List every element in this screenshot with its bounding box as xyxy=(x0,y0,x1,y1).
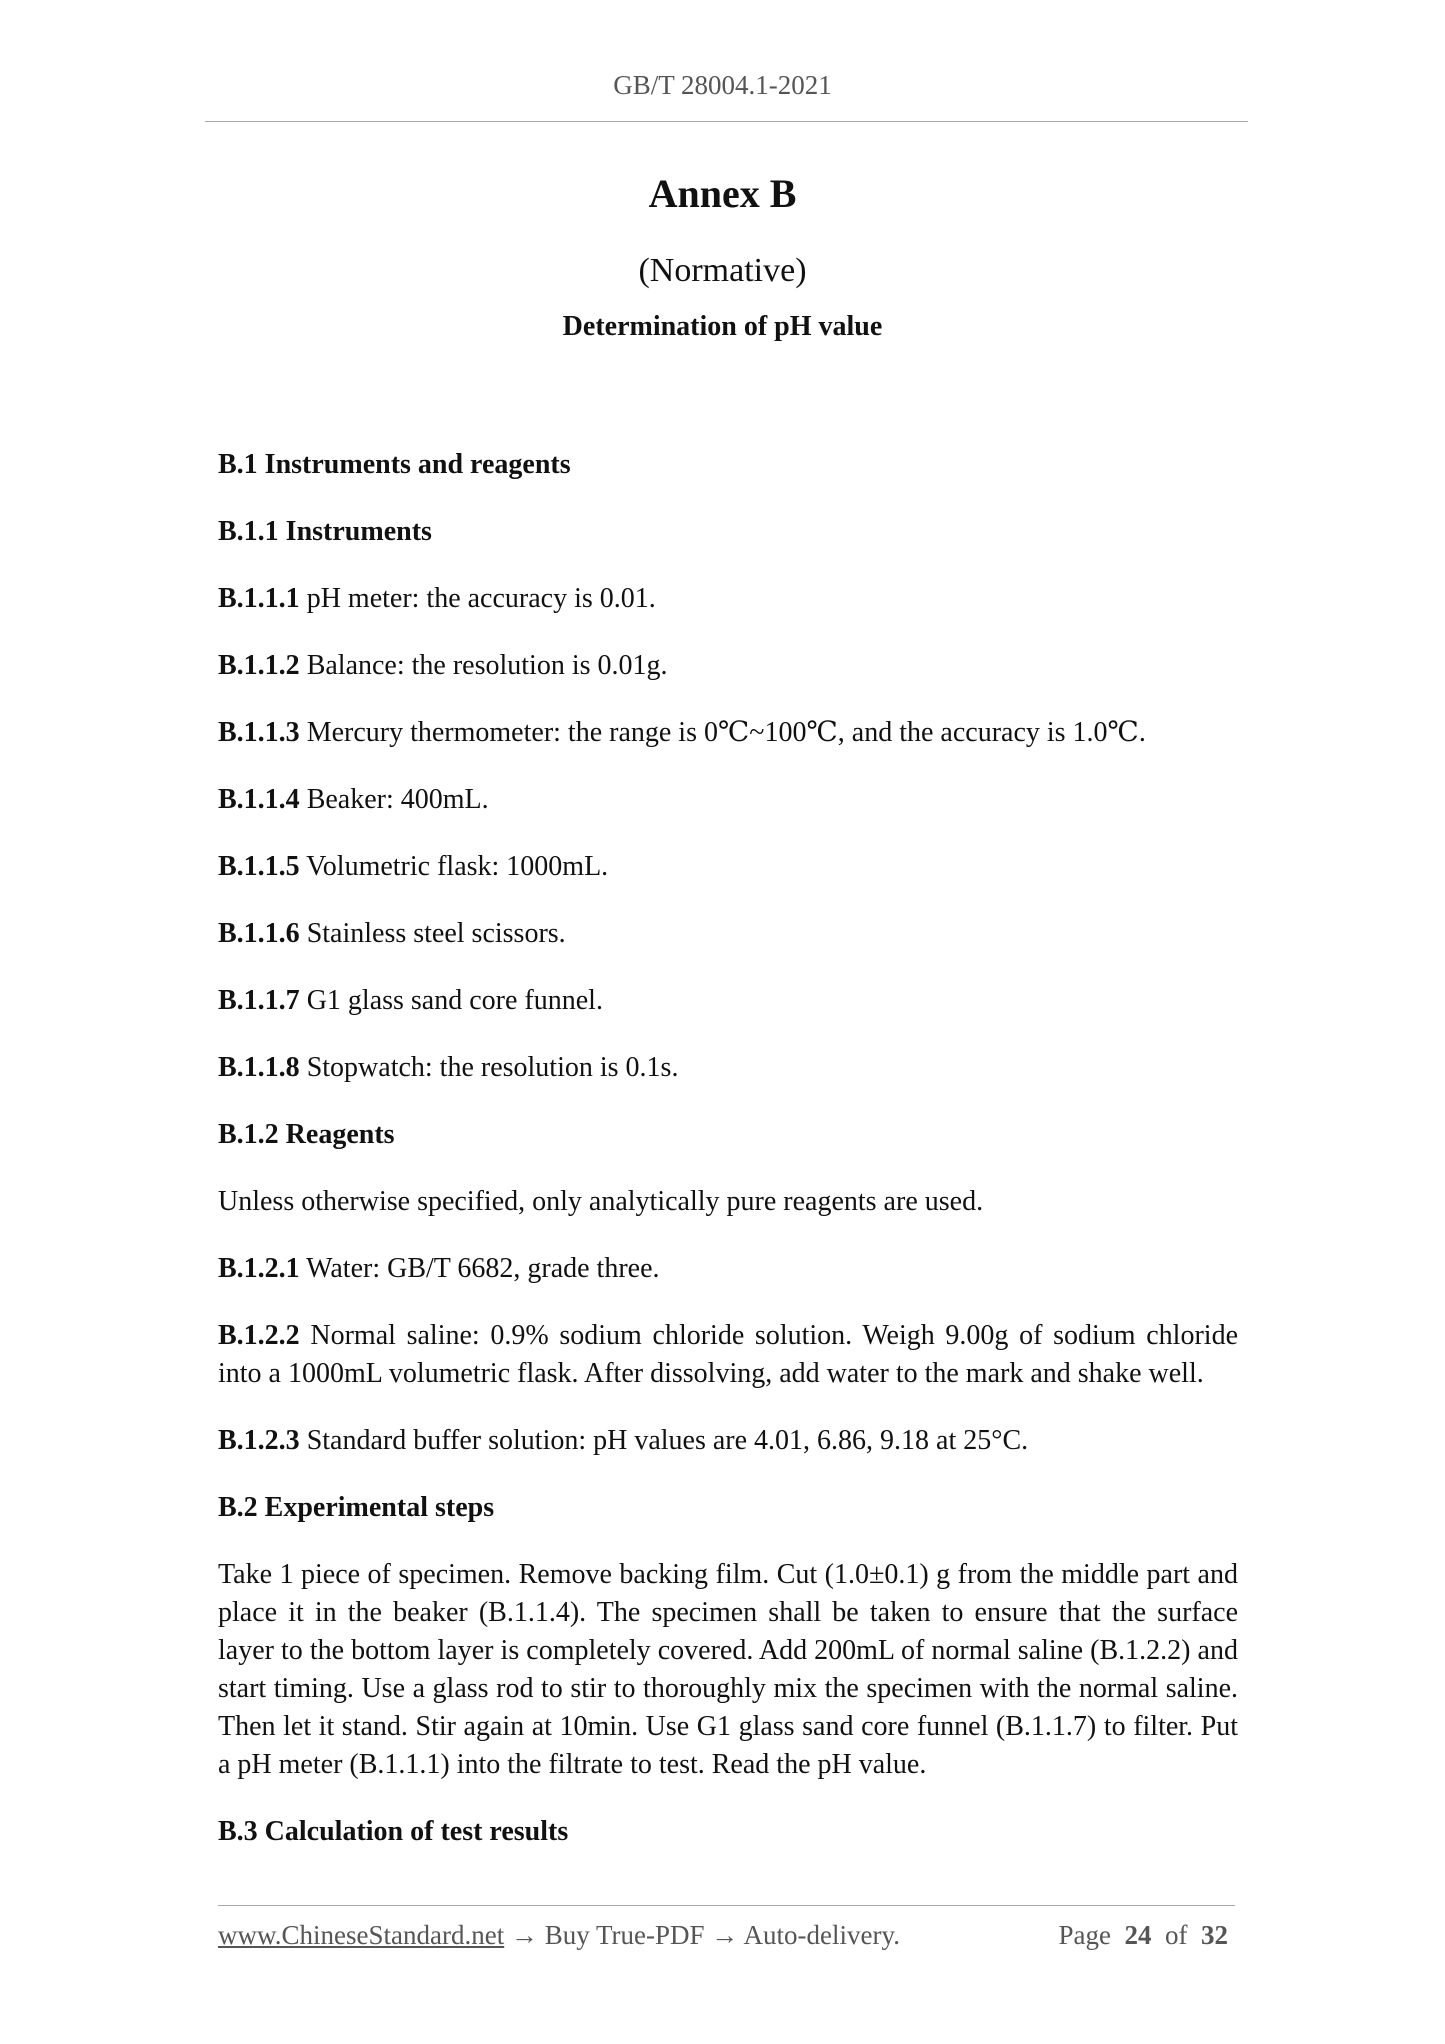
section-heading-b1: B.1 Instruments and reagents xyxy=(218,449,571,480)
buy-text: Buy True-PDF xyxy=(544,1920,705,1950)
clause-number: B.1.1.3 xyxy=(218,717,300,748)
site-link[interactable]: www.ChineseStandard.net xyxy=(218,1920,505,1950)
clause-text: Beaker: 400mL. xyxy=(299,784,489,815)
footer-promo xyxy=(218,1920,900,1951)
standard-code: GB/T 28004.1-2021 xyxy=(613,70,832,100)
clause-number: B.1.1.5 xyxy=(218,851,300,882)
clause-text: Volumetric flask: 1000mL. xyxy=(299,851,609,882)
clause-b123 xyxy=(218,1422,1238,1460)
page-number: 24 xyxy=(1124,1920,1152,1950)
clause-b115 xyxy=(218,848,1238,886)
delivery-text: Auto-delivery. xyxy=(743,1920,900,1950)
header-divider xyxy=(205,121,1248,122)
arrow-right-icon: → xyxy=(711,1920,739,1950)
page-word: Page xyxy=(1058,1920,1111,1950)
clause-b122 xyxy=(218,1317,1238,1393)
annex-heading: Determination of pH value xyxy=(562,311,883,342)
section-heading-b2: B.2 Experimental steps xyxy=(218,1492,495,1523)
clause-text: Stainless steel scissors. xyxy=(299,918,566,949)
page-total: 32 xyxy=(1201,1920,1228,1950)
clause-text: Standard buffer solution: pH values are 4.01, 6.86, 9.18 at 25°C. xyxy=(299,1425,1029,1456)
clause-number: B.1.2.2 xyxy=(218,1320,300,1351)
reagents-intro: Unless otherwise specified, only analytically pure reagents are used. xyxy=(218,1186,984,1217)
arrow-right-icon: → xyxy=(510,1920,538,1950)
clause-b118 xyxy=(218,1049,1238,1087)
of-word: of xyxy=(1165,1920,1188,1950)
page-indicator xyxy=(1059,1920,1228,1951)
clause-number: B.1.1.7 xyxy=(218,985,300,1016)
clause-number: B.1.1.4 xyxy=(218,784,300,815)
clause-b117 xyxy=(218,982,1238,1020)
clause-b111 xyxy=(218,580,1238,618)
experimental-steps-text: Take 1 piece of specimen. Remove backing film. Cut (1.0±0.1) g from the middle part and place it in the beaker (B.1.1.4). The specimen shall be taken to ensure that the surface layer to the bottom layer is completely covered. Add 200mL of normal saline (B.1.2.2) and start timing. Use a glass rod to stir to thoroughly mix the specimen with the normal saline. Then let it stand. Stir again at 10min. Use G1 glass sand core funnel (B.1.1.7) to filter. Put a pH meter (B.1.1.1) into the filtrate to test. Read the pH value. xyxy=(218,1559,1238,1780)
section-heading-b3: B.3 Calculation of test results xyxy=(218,1816,569,1847)
clause-text: Mercury thermometer: the range is 0℃~100℃, and the accuracy is 1.0℃. xyxy=(299,717,1146,748)
clause-text: Water: GB/T 6682, grade three. xyxy=(299,1253,660,1284)
document-body xyxy=(218,446,1238,1880)
clause-number: B.1.1.1 xyxy=(218,583,300,614)
clause-number: B.1.2.3 xyxy=(218,1425,300,1456)
clause-text: Stopwatch: the resolution is 0.1s. xyxy=(299,1052,679,1083)
clause-number: B.1.1.8 xyxy=(218,1052,300,1083)
clause-b116 xyxy=(218,915,1238,953)
clause-b113 xyxy=(218,714,1238,752)
clause-b112 xyxy=(218,647,1238,685)
annex-title: Annex B xyxy=(648,171,797,216)
clause-number: B.1.1.2 xyxy=(218,650,300,681)
clause-text: Balance: the resolution is 0.01g. xyxy=(299,650,668,681)
section-heading-b12: B.1.2 Reagents xyxy=(218,1119,395,1150)
section-heading-b11: B.1.1 Instruments xyxy=(218,516,432,547)
clause-text: Normal saline: 0.9% sodium chloride solution. Weigh 9.00g of sodium chloride into a 1000mL volumetric flask. After dissolving, add water to the mark and shake well. xyxy=(218,1320,1238,1389)
clause-number: B.1.2.1 xyxy=(218,1253,300,1284)
footer-divider xyxy=(218,1905,1235,1906)
clause-text: pH meter: the accuracy is 0.01. xyxy=(299,583,656,614)
clause-b114 xyxy=(218,781,1238,819)
clause-b121 xyxy=(218,1250,1238,1288)
annex-type: (Normative) xyxy=(638,252,807,289)
clause-text: G1 glass sand core funnel. xyxy=(299,985,603,1016)
clause-number: B.1.1.6 xyxy=(218,918,300,949)
